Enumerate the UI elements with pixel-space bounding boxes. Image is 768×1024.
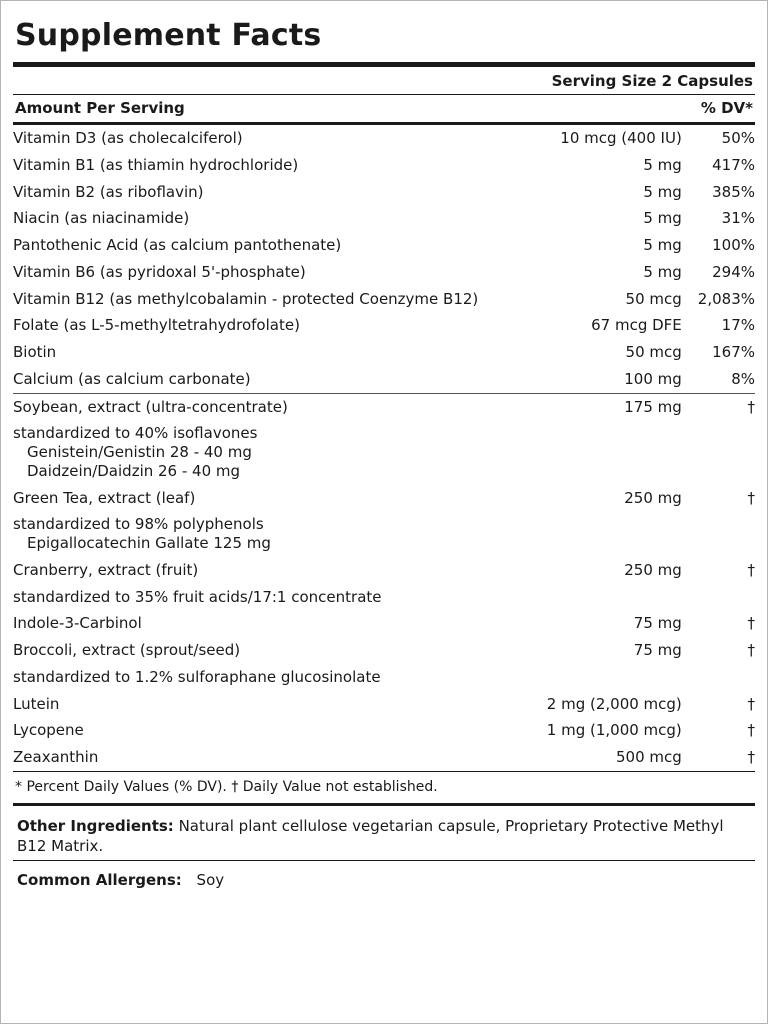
table-subrow <box>13 511 755 557</box>
table-row <box>13 717 755 744</box>
nutrient-amount: 50 mcg <box>625 343 682 361</box>
nutrient-amount: 50 mcg <box>625 289 682 308</box>
nutrient-table <box>13 125 755 771</box>
nutrient-name: Vitamin B6 (as pyridoxal 5'-phosphate) <box>13 262 306 281</box>
table-row <box>13 637 755 664</box>
nutrient-substatement-group <box>13 584 755 611</box>
table-row <box>13 312 755 339</box>
nutrient-dv: † <box>747 721 755 740</box>
nutrient-amount: 250 mg <box>624 488 682 507</box>
nutrient-amount: 100 mg <box>624 369 682 388</box>
nutrient-amount: 5 mg <box>643 182 682 201</box>
nutrient-name: Vitamin B12 (as methylcobalamin - protected Coenzyme B12) <box>13 289 479 308</box>
nutrient-substatement: standardized to 98% polyphenols <box>13 515 264 534</box>
nutrient-amount: 500 mcg <box>616 748 682 766</box>
nutrient-dv: 31% <box>721 209 755 228</box>
serving-size: Serving Size 2 Capsules <box>551 72 753 90</box>
nutrient-amount: 67 mcg DFE <box>591 316 682 335</box>
table-row <box>13 610 755 637</box>
nutrient-amount: 250 mg <box>624 560 682 579</box>
nutrient-name: Cranberry, extract (fruit) <box>13 560 199 579</box>
nutrient-dv: 417% <box>712 155 755 174</box>
daily-value-footnote: * Percent Daily Values (% DV). † Daily Value not established. <box>15 778 438 795</box>
nutrient-dv: 294% <box>712 262 755 281</box>
table-row <box>13 339 755 366</box>
nutrient-dv: † <box>747 694 755 713</box>
table-row <box>13 125 755 152</box>
table-row <box>13 152 755 179</box>
nutrient-name: Biotin <box>13 343 57 361</box>
nutrient-dv: 50% <box>721 129 755 147</box>
table-subrow <box>13 584 755 611</box>
nutrient-name: Indole-3-Carbinol <box>13 614 142 633</box>
nutrient-dv: 2,083% <box>697 289 755 308</box>
nutrient-dv: 385% <box>712 182 755 201</box>
table-row <box>13 485 755 512</box>
nutrient-name: Green Tea, extract (leaf) <box>13 488 196 507</box>
nutrient-name: Vitamin D3 (as cholecalciferol) <box>13 129 243 147</box>
nutrient-amount: 175 mg <box>489 393 682 420</box>
table-row <box>13 744 755 771</box>
table-subrow <box>13 664 755 691</box>
nutrient-dv: † <box>747 488 755 507</box>
nutrient-substatement-group <box>13 664 755 691</box>
nutrient-substatement-group <box>13 511 755 557</box>
nutrient-name: Folate (as L-5-methyltetrahydrofolate) <box>13 316 300 335</box>
nutrient-dv: † <box>747 560 755 579</box>
amount-per-serving-label: Amount Per Serving <box>15 99 185 117</box>
nutrient-amount: 1 mg (1,000 mcg) <box>546 721 682 740</box>
dv-label: % DV* <box>700 99 753 117</box>
nutrient-amount: 5 mg <box>643 155 682 174</box>
nutrient-dv: 8% <box>731 369 755 388</box>
nutrient-substatement-group <box>13 420 755 484</box>
table-row <box>13 259 755 286</box>
page-title: Supplement Facts <box>15 18 322 53</box>
nutrient-amount: 5 mg <box>643 262 682 281</box>
nutrient-dv: † <box>682 393 755 420</box>
nutrient-name: Niacin (as niacinamide) <box>13 209 190 228</box>
nutrient-name: Pantothenic Acid (as calcium pantothenate) <box>13 236 342 254</box>
nutrient-amount: 75 mg <box>633 614 682 633</box>
nutrient-name: Lutein <box>13 694 60 713</box>
nutrient-substatement: Daidzein/Daidzin 26 - 40 mg <box>27 461 241 480</box>
common-allergens-label: Common Allergens: <box>17 871 182 890</box>
table-subrow <box>13 420 755 484</box>
nutrient-substatement: standardized to 1.2% sulforaphane glucosinolate <box>13 667 381 686</box>
nutrient-name: Vitamin B2 (as riboflavin) <box>13 182 204 201</box>
nutrient-dv: † <box>747 614 755 633</box>
nutrient-name: Zeaxanthin <box>13 748 99 766</box>
nutrient-dv: 17% <box>721 316 755 335</box>
table-row <box>13 557 755 584</box>
other-ingredients <box>13 806 755 861</box>
table-row <box>13 366 755 393</box>
table-row <box>13 232 755 259</box>
common-allergens <box>13 861 755 895</box>
table-row <box>13 205 755 232</box>
nutrient-substatement: standardized to 40% isoflavones <box>13 424 258 443</box>
amount-per-serving-header-row <box>13 95 755 122</box>
nutrient-amount: 10 mcg (400 IU) <box>560 129 682 147</box>
nutrient-dv: 100% <box>712 236 755 254</box>
nutrient-amount: 2 mg (2,000 mcg) <box>546 694 682 713</box>
nutrient-name: Vitamin B1 (as thiamin hydrochloride) <box>13 155 299 174</box>
nutrient-name: Broccoli, extract (sprout/seed) <box>13 641 241 659</box>
table-row <box>13 393 755 420</box>
nutrient-name: Soybean, extract (ultra-concentrate) <box>13 393 489 420</box>
nutrient-substatement: Epigallocatechin Gallate 125 mg <box>27 534 271 552</box>
table-row <box>13 179 755 206</box>
nutrient-name: Calcium (as calcium carbonate) <box>13 369 251 388</box>
table-row <box>13 691 755 718</box>
table-row <box>13 286 755 313</box>
nutrient-substatement: standardized to 35% fruit acids/17:1 concentrate <box>13 587 382 606</box>
nutrient-dv: † <box>747 641 755 659</box>
common-allergens-text: Soy <box>196 871 225 890</box>
nutrient-amount: 75 mg <box>633 641 682 659</box>
nutrient-name: Lycopene <box>13 721 84 740</box>
other-ingredients-label: Other Ingredients: <box>17 816 174 835</box>
nutrient-substatement: Genistein/Genistin 28 - 40 mg <box>27 443 252 461</box>
nutrient-amount: 5 mg <box>643 209 682 228</box>
other-ingredients-text: Natural plant cellulose vegetarian capsule, Proprietary Protective Methyl B12 Matrix. <box>17 816 724 855</box>
nutrient-amount: 5 mg <box>643 236 682 254</box>
nutrient-dv: 167% <box>712 343 755 361</box>
nutrient-dv: † <box>747 748 755 766</box>
